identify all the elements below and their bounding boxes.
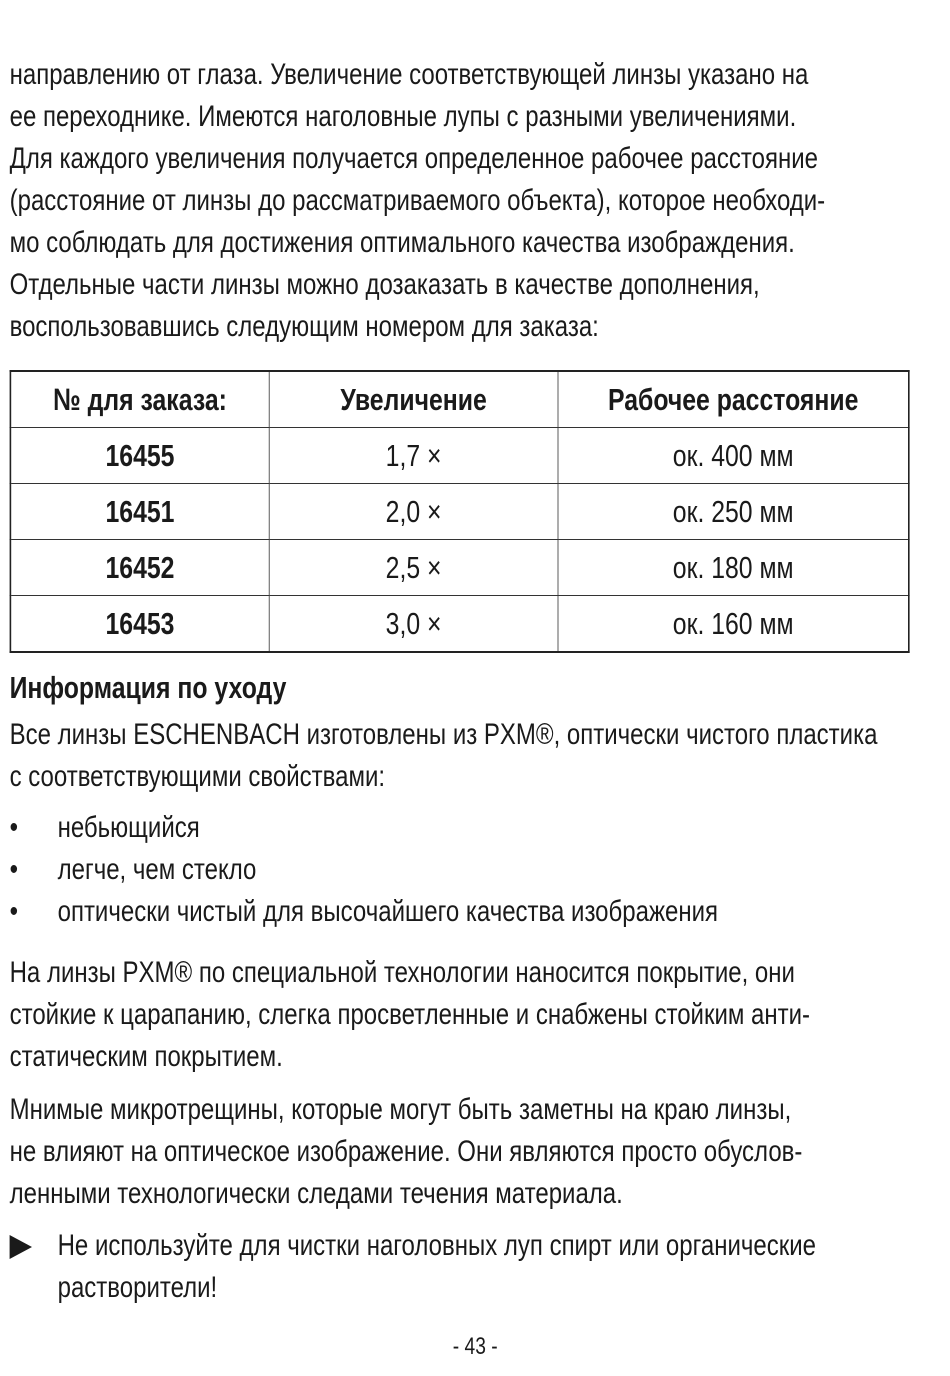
header-order-no: № для заказа: [10, 371, 269, 428]
text-line: растворители! [57, 1271, 218, 1304]
text-line: статическим покрытием. [9, 1040, 283, 1073]
text-line: направлению от глаза. Увеличение соответствующей линзы указано на [9, 58, 809, 91]
list-item [10, 849, 718, 891]
working-distance: ок. 160 мм [558, 596, 909, 653]
order-number: 16452 [10, 540, 269, 596]
text-line: (расстояние от линзы до рассматриваемого объекта), которое необходи- [9, 184, 826, 217]
text-line: ее переходнике. Имеются наголовные лупы с разными увеличениями. [9, 100, 797, 133]
list-item-text: небьющийся [57, 811, 200, 844]
magnification: 2,0 × [269, 484, 558, 540]
order-number: 16455 [10, 428, 269, 484]
table-row [10, 484, 908, 540]
working-distance: ок. 250 мм [558, 484, 909, 540]
order-table [10, 370, 910, 653]
list-item [10, 891, 718, 933]
text-line: не влияют на оптическое изображение. Они являются просто обуслов- [9, 1135, 803, 1168]
text-line: с соответствующими свойствами: [9, 760, 386, 793]
table-row [10, 540, 908, 596]
working-distance: ок. 180 мм [558, 540, 909, 596]
text-line: мо соблюдать для достижения оптимального качества изображдения. [9, 226, 795, 259]
header-working-distance: Рабочее расстояние [558, 371, 909, 428]
order-number: 16453 [10, 596, 269, 653]
list-item-text: легче, чем стекло [57, 853, 257, 886]
table-row [10, 428, 908, 484]
care-paragraph-2 [10, 952, 810, 1078]
care-heading: Информация по уходу [9, 670, 287, 705]
bullet-icon: • [9, 895, 19, 928]
warning-note [10, 1225, 950, 1309]
bullet-icon: • [9, 811, 19, 844]
text-line: Отдельные части линзы можно дозаказать в качестве дополнения, [9, 268, 760, 301]
care-paragraph-3 [10, 1089, 803, 1215]
header-magnification: Увеличение [269, 371, 558, 428]
text-line: На линзы PXM® по специальной технологии наносится покрытие, они [9, 956, 795, 989]
magnification: 3,0 × [269, 596, 558, 653]
text-line: воспользовавшись следующим номером для заказа: [9, 310, 599, 343]
bullet-list [10, 807, 718, 933]
magnification: 2,5 × [269, 540, 558, 596]
list-item [10, 807, 718, 849]
intro-paragraph [10, 54, 826, 348]
text-line: Мнимые микротрещины, которые могут быть заметны на краю линзы, [9, 1093, 792, 1126]
table-row [10, 596, 908, 653]
arrow-right-icon [10, 1235, 32, 1259]
page-number: - 43 - [452, 1333, 498, 1360]
working-distance: ок. 400 мм [558, 428, 909, 484]
order-number: 16451 [10, 484, 269, 540]
text-line: Все линзы ESCHENBACH изготовлены из PXM®, оптически чистого пластика [9, 718, 878, 751]
care-paragraph-1 [10, 714, 878, 798]
table-header-row [10, 371, 908, 428]
text-line: Для каждого увеличения получается определенное рабочее расстояние [9, 142, 818, 175]
list-item-text: оптически чистый для высочайшего качества изображения [57, 895, 719, 928]
text-line: ленными технологически следами течения материала. [9, 1177, 623, 1210]
bullet-icon: • [9, 853, 19, 886]
magnification: 1,7 × [269, 428, 558, 484]
text-line: Не используйте для чистки наголовных луп спирт или органические [57, 1229, 816, 1262]
text-line: стойкие к царапанию, слегка просветленные и снабжены стойким анти- [9, 998, 811, 1031]
